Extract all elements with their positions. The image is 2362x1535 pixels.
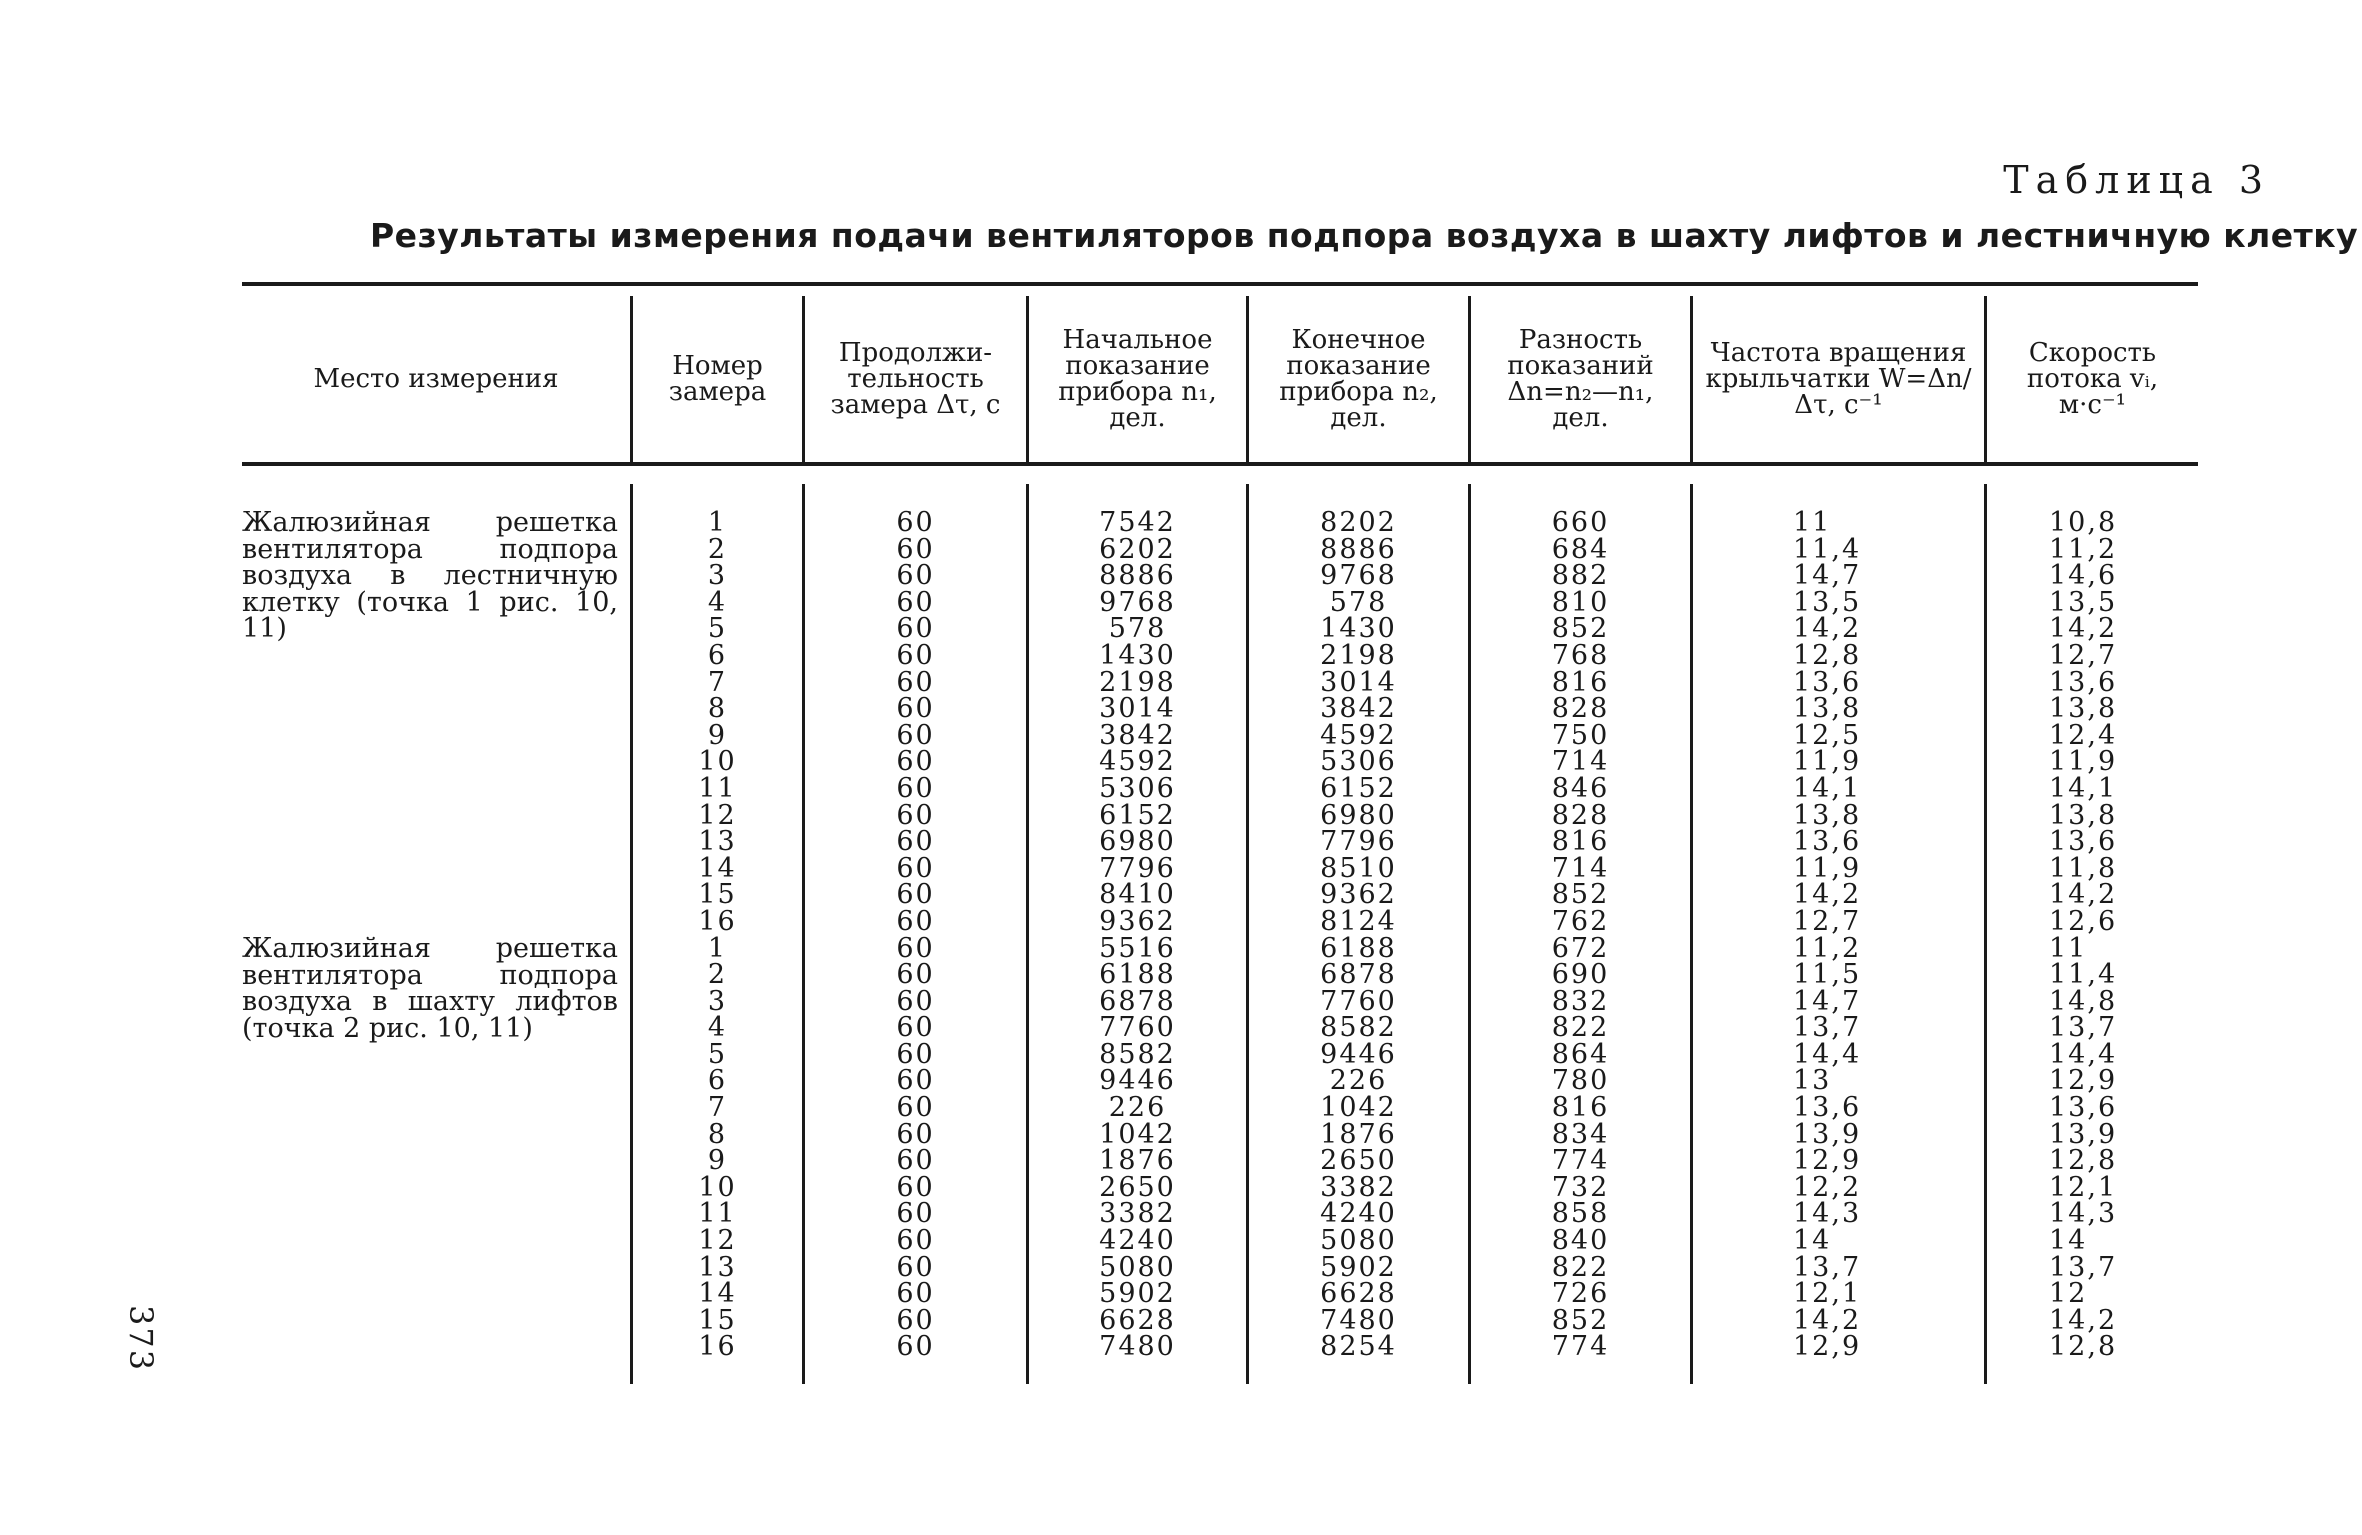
table-cell: 822 — [1551, 1012, 1610, 1044]
table-cell: 1876 — [1099, 1145, 1176, 1177]
table-cell: 762 — [1551, 905, 1610, 937]
table-cell: 4592 — [1099, 746, 1176, 778]
table-cell: 12,7 — [1793, 905, 1862, 937]
table-cell: 10 — [698, 746, 737, 778]
table-cell: 8124 — [1320, 905, 1397, 937]
table-cell: 9 — [707, 719, 728, 751]
table-cell: 226 — [1108, 1092, 1167, 1124]
table-cell: 1876 — [1320, 1118, 1397, 1150]
page-number: 373 — [122, 1305, 160, 1373]
column-place — [242, 484, 630, 1384]
table-cell: 14,2 — [2049, 879, 2118, 911]
table-cell: 13,7 — [1793, 1012, 1862, 1044]
table-cell: 9362 — [1099, 905, 1176, 937]
place-label: Жалюзийная решетка вентилятора подпора воздуха в шахту лифтов (точка 2 рис. 10, 11) — [242, 933, 618, 1044]
table-cell: 7760 — [1099, 1012, 1176, 1044]
table-cell: 11,2 — [1793, 932, 1862, 964]
table-cell: 774 — [1551, 1331, 1610, 1363]
table-cell: 6202 — [1099, 533, 1176, 565]
table-cell: 60 — [896, 1304, 935, 1336]
table-cell: 726 — [1551, 1278, 1610, 1310]
table-cell: 11,9 — [1793, 852, 1862, 884]
table-cell: 882 — [1551, 560, 1610, 592]
table-cell: 60 — [896, 1145, 935, 1177]
table-cell: 834 — [1551, 1118, 1610, 1150]
table-cell: 1042 — [1099, 1118, 1176, 1150]
table-cell: 828 — [1551, 693, 1610, 725]
table-cell: 12 — [698, 1225, 737, 1257]
table-cell: 2198 — [1320, 639, 1397, 671]
table-cell: 6 — [707, 639, 728, 671]
table-cell: 13,9 — [1793, 1118, 1862, 1150]
table-cell: 60 — [896, 959, 935, 991]
table-cell: 9362 — [1320, 879, 1397, 911]
measurement-table — [242, 282, 2198, 1384]
table-top-rule — [242, 282, 2198, 286]
table-cell: 11,5 — [1793, 959, 1862, 991]
table-title: Результаты измерения подачи вентиляторов подпора воздуха в шахту лифтов и лестничную клетку — [370, 216, 2359, 255]
table-cell: 816 — [1551, 826, 1610, 858]
table-cell: 13,6 — [2049, 1092, 2118, 1124]
table-cell: 8510 — [1320, 852, 1397, 884]
column-speed — [1984, 484, 2198, 1384]
table-cell: 1 — [707, 507, 728, 538]
table-cell: 12 — [2049, 1278, 2088, 1310]
table-cell: 6980 — [1099, 826, 1176, 858]
table-cell: 8582 — [1320, 1012, 1397, 1044]
table-cell: 13,6 — [1793, 666, 1862, 698]
table-cell: 7480 — [1099, 1331, 1176, 1363]
table-cell: 60 — [896, 693, 935, 725]
table-cell: 5080 — [1099, 1251, 1176, 1283]
header-speed: Скорость потока vᵢ, м·с⁻¹ — [1984, 296, 2198, 462]
table-cell: 11,8 — [2049, 852, 2118, 884]
table-cell: 822 — [1551, 1251, 1610, 1283]
table-cell: 12,8 — [2049, 1331, 2118, 1363]
table-cell: 6152 — [1099, 799, 1176, 831]
table-cell: 60 — [896, 1038, 935, 1070]
table-cell: 14,1 — [2049, 772, 2118, 804]
table-cell: 11 — [698, 1198, 737, 1230]
header-freq: Частота вращения крыльчатки W=Δn/Δτ, с⁻¹ — [1690, 296, 1984, 462]
place-group-2 — [242, 933, 618, 1362]
table-cell: 5 — [707, 1038, 728, 1070]
table-cell: 816 — [1551, 1092, 1610, 1124]
table-cell: 6878 — [1320, 959, 1397, 991]
table-cell: 14,8 — [2049, 985, 2118, 1017]
table-cell: 15 — [698, 1304, 737, 1336]
table-cell: 14,2 — [1793, 1304, 1862, 1336]
table-cell: 60 — [896, 719, 935, 751]
table-cell: 5306 — [1099, 772, 1176, 804]
table-cell: 578 — [1329, 586, 1388, 618]
table-cell: 2198 — [1099, 666, 1176, 698]
table-cell: 5902 — [1320, 1251, 1397, 1283]
table-cell: 1042 — [1320, 1092, 1397, 1124]
table-cell: 13,6 — [1793, 1092, 1862, 1124]
table-cell: 832 — [1551, 985, 1610, 1017]
table-cell: 14,2 — [2049, 613, 2118, 645]
table-cell: 7542 — [1099, 507, 1176, 538]
table-cell: 828 — [1551, 799, 1610, 831]
table-cell: 14 — [2049, 1225, 2088, 1257]
table-cell: 2650 — [1320, 1145, 1397, 1177]
table-cell: 60 — [896, 1171, 935, 1203]
table-cell: 4 — [707, 586, 728, 618]
table-cell: 11 — [1793, 507, 1832, 538]
table-cell: 8 — [707, 693, 728, 725]
table-cell: 8886 — [1320, 533, 1397, 565]
table-cell: 6878 — [1099, 985, 1176, 1017]
table-cell: 6628 — [1099, 1304, 1176, 1336]
table-cell: 13,5 — [1793, 586, 1862, 618]
header-diff: Разность показаний Δn=n₂—n₁, дел. — [1468, 296, 1690, 462]
table-cell: 13,5 — [2049, 586, 2118, 618]
table-cell: 3382 — [1320, 1171, 1397, 1203]
table-cell: 11 — [2049, 932, 2088, 964]
table-cell: 60 — [896, 799, 935, 831]
table-cell: 3 — [707, 560, 728, 592]
table-cell: 852 — [1551, 1304, 1610, 1336]
table-cell: 1430 — [1099, 639, 1176, 671]
table-cell: 12,9 — [2049, 1065, 2118, 1097]
table-cell: 858 — [1551, 1198, 1610, 1230]
table-cell: 1430 — [1320, 613, 1397, 645]
table-cell: 6628 — [1320, 1278, 1397, 1310]
table-cell: 8410 — [1099, 879, 1176, 911]
table-cell: 13,7 — [1793, 1251, 1862, 1283]
table-cell: 8254 — [1320, 1331, 1397, 1363]
table-cell: 5516 — [1099, 932, 1176, 964]
table-cell: 714 — [1551, 746, 1610, 778]
table-cell: 16 — [698, 905, 737, 937]
table-cell: 11,4 — [1793, 533, 1862, 565]
table-cell: 14,3 — [1793, 1198, 1862, 1230]
table-cell: 13 — [698, 826, 737, 858]
column-start — [1026, 484, 1246, 1384]
table-cell: 14,1 — [1793, 772, 1862, 804]
table-cell: 60 — [896, 1278, 935, 1310]
table-cell: 12,8 — [1793, 639, 1862, 671]
table-cell: 60 — [896, 826, 935, 858]
table-cell: 4240 — [1099, 1225, 1176, 1257]
table-cell: 3842 — [1320, 693, 1397, 725]
table-cell: 12,9 — [1793, 1145, 1862, 1177]
table-body — [242, 484, 2198, 1384]
header-end: Конечное показание прибора n₂, дел. — [1246, 296, 1468, 462]
table-cell: 14,4 — [2049, 1038, 2118, 1070]
table-cell: 3382 — [1099, 1198, 1176, 1230]
table-cell: 12,9 — [1793, 1331, 1862, 1363]
table-cell: 6152 — [1320, 772, 1397, 804]
table-cell: 10,8 — [2049, 507, 2118, 538]
table-cell: 14,4 — [1793, 1038, 1862, 1070]
table-cell: 732 — [1551, 1171, 1610, 1203]
table-cell: 60 — [896, 932, 935, 964]
table-cell: 60 — [896, 1065, 935, 1097]
table-cell: 60 — [896, 1198, 935, 1230]
table-cell: 7480 — [1320, 1304, 1397, 1336]
table-cell: 846 — [1551, 772, 1610, 804]
table-cell: 14 — [698, 1278, 737, 1310]
table-cell: 7796 — [1320, 826, 1397, 858]
table-cell: 3014 — [1320, 666, 1397, 698]
table-cell: 6188 — [1099, 959, 1176, 991]
table-cell: 8202 — [1320, 507, 1397, 538]
table-cell: 672 — [1551, 932, 1610, 964]
table-cell: 5080 — [1320, 1225, 1397, 1257]
table-cell: 714 — [1551, 852, 1610, 884]
table-cell: 12,1 — [2049, 1171, 2118, 1203]
table-cell: 60 — [896, 905, 935, 937]
table-cell: 12,1 — [1793, 1278, 1862, 1310]
table-cell: 578 — [1108, 613, 1167, 645]
table-cell: 816 — [1551, 666, 1610, 698]
table-cell: 14,2 — [1793, 879, 1862, 911]
table-cell: 14,6 — [2049, 560, 2118, 592]
table-cell: 60 — [896, 507, 935, 538]
table-cell: 774 — [1551, 1145, 1610, 1177]
column-num — [630, 484, 802, 1384]
table-cell: 2 — [707, 533, 728, 565]
column-end — [1246, 484, 1468, 1384]
table-cell: 60 — [896, 1251, 935, 1283]
column-diff — [1468, 484, 1690, 1384]
table-header-row — [242, 296, 2198, 462]
table-cell: 840 — [1551, 1225, 1610, 1257]
table-cell: 13,9 — [2049, 1118, 2118, 1150]
table-cell: 60 — [896, 1118, 935, 1150]
table-cell: 14,3 — [2049, 1198, 2118, 1230]
table-cell: 690 — [1551, 959, 1610, 991]
header-start: Начальное показание прибора n₁, дел. — [1026, 296, 1246, 462]
table-cell: 9768 — [1320, 560, 1397, 592]
table-cell: 13 — [698, 1251, 737, 1283]
table-cell: 3014 — [1099, 693, 1176, 725]
table-cell: 13,6 — [2049, 666, 2118, 698]
table-cell: 60 — [896, 586, 935, 618]
table-cell: 12,2 — [1793, 1171, 1862, 1203]
place-label: Жалюзийная решетка вентилятора подпора воздуха в лестничную клетку (точка 1 рис. 10, 11) — [242, 507, 618, 645]
table-cell: 13,8 — [2049, 799, 2118, 831]
table-cell: 16 — [698, 1331, 737, 1363]
table-cell: 60 — [896, 879, 935, 911]
table-cell: 660 — [1551, 507, 1610, 538]
table-cell: 1 — [707, 932, 728, 964]
table-cell: 60 — [896, 533, 935, 565]
table-cell: 684 — [1551, 533, 1610, 565]
table-cell: 14,2 — [2049, 1304, 2118, 1336]
table-cell: 13,6 — [1793, 826, 1862, 858]
table-cell: 13,8 — [2049, 693, 2118, 725]
table-cell: 4 — [707, 1012, 728, 1044]
table-cell: 9 — [707, 1145, 728, 1177]
table-cell: 7796 — [1099, 852, 1176, 884]
table-cell: 60 — [896, 639, 935, 671]
table-cell: 7760 — [1320, 985, 1397, 1017]
table-cell: 13 — [1793, 1065, 1832, 1097]
table-cell: 5 — [707, 613, 728, 645]
table-cell: 60 — [896, 852, 935, 884]
table-cell: 12,8 — [2049, 1145, 2118, 1177]
table-cell: 11,2 — [2049, 533, 2118, 565]
table-header-rule — [242, 462, 2198, 466]
table-cell: 14,7 — [1793, 560, 1862, 592]
table-cell: 60 — [896, 560, 935, 592]
table-cell: 7 — [707, 666, 728, 698]
table-cell: 14 — [1793, 1225, 1832, 1257]
table-cell: 852 — [1551, 613, 1610, 645]
table-cell: 13,7 — [2049, 1251, 2118, 1283]
table-cell: 8886 — [1099, 560, 1176, 592]
table-cell: 13,8 — [1793, 799, 1862, 831]
table-cell: 5902 — [1099, 1278, 1176, 1310]
table-cell: 852 — [1551, 879, 1610, 911]
table-cell: 60 — [896, 1225, 935, 1257]
table-cell: 12,7 — [2049, 639, 2118, 671]
table-cell: 6188 — [1320, 932, 1397, 964]
table-cell: 12,6 — [2049, 905, 2118, 937]
table-cell: 768 — [1551, 639, 1610, 671]
table-cell: 14,7 — [1793, 985, 1862, 1017]
table-cell: 226 — [1329, 1065, 1388, 1097]
table-cell: 9768 — [1099, 586, 1176, 618]
place-group-1 — [242, 507, 618, 936]
table-cell: 5306 — [1320, 746, 1397, 778]
table-cell: 6980 — [1320, 799, 1397, 831]
table-label: Таблица 3 — [2003, 158, 2270, 202]
table-cell: 60 — [896, 746, 935, 778]
header-place: Место измерения — [313, 364, 559, 394]
table-cell: 3842 — [1099, 719, 1176, 751]
table-cell: 3 — [707, 985, 728, 1017]
table-cell: 60 — [896, 985, 935, 1017]
table-cell: 2650 — [1099, 1171, 1176, 1203]
column-duration — [802, 484, 1026, 1384]
table-cell: 7 — [707, 1092, 728, 1124]
table-cell: 12,4 — [2049, 719, 2118, 751]
table-cell: 11 — [698, 772, 737, 804]
table-cell: 780 — [1551, 1065, 1610, 1097]
table-cell: 6 — [707, 1065, 728, 1097]
table-cell: 14 — [698, 852, 737, 884]
table-cell: 12 — [698, 799, 737, 831]
table-cell: 11,9 — [1793, 746, 1862, 778]
table-cell: 810 — [1551, 586, 1610, 618]
table-cell: 4240 — [1320, 1198, 1397, 1230]
table-cell: 60 — [896, 772, 935, 804]
table-cell: 11,4 — [2049, 959, 2118, 991]
table-cell: 8582 — [1099, 1038, 1176, 1070]
table-cell: 14,2 — [1793, 613, 1862, 645]
table-cell: 9446 — [1320, 1038, 1397, 1070]
column-freq — [1690, 484, 1984, 1384]
table-cell: 13,7 — [2049, 1012, 2118, 1044]
header-num: Номер замера — [630, 296, 802, 462]
table-cell: 13,8 — [1793, 693, 1862, 725]
table-cell: 750 — [1551, 719, 1610, 751]
header-duration: Продолжи-тельность замера Δτ, с — [802, 296, 1026, 462]
table-cell: 864 — [1551, 1038, 1610, 1070]
table-cell: 11,9 — [2049, 746, 2118, 778]
table-cell: 4592 — [1320, 719, 1397, 751]
table-cell: 13,6 — [2049, 826, 2118, 858]
table-cell: 12,5 — [1793, 719, 1862, 751]
table-cell: 8 — [707, 1118, 728, 1150]
table-cell: 60 — [896, 613, 935, 645]
table-cell: 60 — [896, 1331, 935, 1363]
table-cell: 60 — [896, 666, 935, 698]
table-cell: 60 — [896, 1012, 935, 1044]
table-cell: 2 — [707, 959, 728, 991]
table-cell: 10 — [698, 1171, 737, 1203]
table-cell: 60 — [896, 1092, 935, 1124]
table-cell: 15 — [698, 879, 737, 911]
table-cell: 9446 — [1099, 1065, 1176, 1097]
